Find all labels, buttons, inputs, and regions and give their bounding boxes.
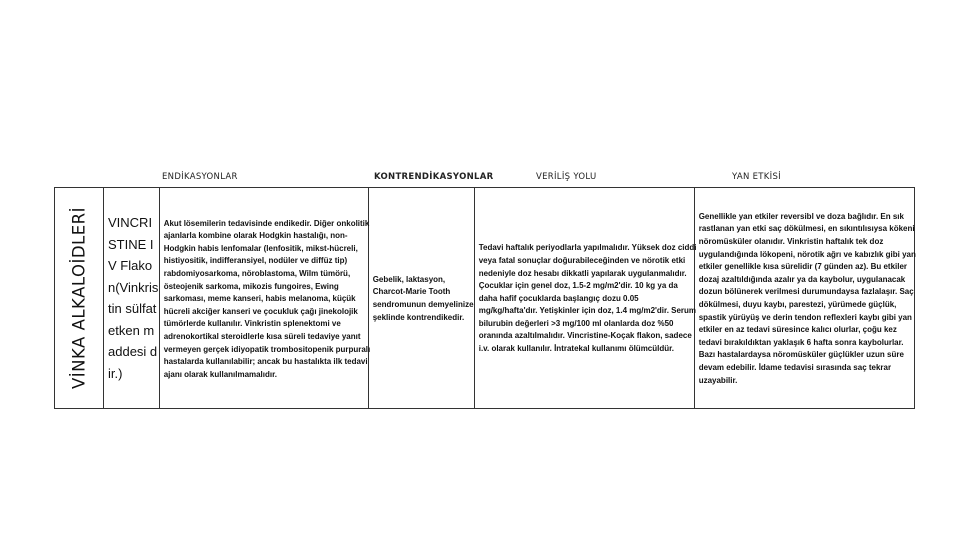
contraindications-text: Gebelik, laktasyon, Charcot-Marie Tooth sendromunun demyelinize şeklinde kontrendikedir. xyxy=(372,273,474,322)
drug-name: VINCRISTINE IV Flakon(Vinkristin sülfat etken maddesi dir.) xyxy=(108,215,159,381)
side-effects-cell xyxy=(695,188,915,409)
drug-class-label: VİNKA ALKALOİDLERİ xyxy=(69,207,89,389)
side-effects-text: Genellikle yan etkiler reversibl ve doza bağlıdır. En sık rastlanan yan etki saç dökülmesi, en sıkıntılısıysa kökeni nöromüsküler olanıdır. Vinkristin haftalık tek doz uygulandığında lökopeni, nörotik ağrı ve kabızlık gibi yan etkiler genellikle kısa sürelidir (7 günden az). Bu etkiler dozaj azaltıldığında azalır ya da kaybolur, uygulanacak dozun bölünerek verilmesi durumundaysa fazlalaşır. Saç dökülmesi, duyu kaybı, parestezi, yürümede güçlük, spastik yürüyüş ve derin tendon reflexleri kaybı gibi yan etkiler en az tedavi süresince kalıcı olurlar, çoğu kez tedavi bırakıldıktan yaklaşık 6 hafta sonra kaybolurlar. Bazı hastalardaysa nöromüsküler güçlükler uzun süre devam edebilir. İdame tedavisi sırasında saç tekrar uzayabilir. xyxy=(698,210,916,385)
indications-text: Akut lösemilerin tedavisinde endikedir. Diğer onkolitik ajanlarla kombine olarak Hodgkin hastalığı, non-Hodgkin habis lenfomalar (lenfositik, mikst-hücreli, histiyositik, indifferansiyel, nodüler ve diffüz tip) rabdomiyosarkoma, nöroblastoma, Wilm tümörü, östeojenik sarkoma, mikozis fungoires, Ewing sarkoması, meme kanseri, habis melanoma, küçük hücreli akciğer kanseri ve çocukluk çağı jinekolojik tümörlerde kullanılır. Vinkristin splenektomi ve adrenokortikal steroidlerle kısa süreli tedaviye yanıt vermeyen gerçek idiyopatik trombositopenik purpuralı hastalarda kullanılabilir; ancak bu hastalıkta ilk tedavi ajanı olarak kullanılmamalıdır. xyxy=(163,217,371,379)
drug-table xyxy=(54,187,915,409)
contraindications-cell xyxy=(369,188,475,409)
indications-cell xyxy=(160,188,369,409)
header-contraindications: KONTRENDİKASYONLAR xyxy=(374,172,494,182)
table-row xyxy=(55,188,915,409)
drug-name-cell xyxy=(104,188,160,409)
administration-cell xyxy=(475,188,695,409)
header-administration: VERİLİŞ YOLU xyxy=(536,172,597,182)
administration-text: Tedavi haftalık periyodlarla yapılmalıdır. Yüksek doz ciddi veya fatal sonuçlar doğurabileceğinden ve nörotik etki nedeniyle doz hesabı dikkatli yapılarak uygulanmalıdır. Çocuklar için genel doz, 1.5-2 mg/m2'dir. 10 kg ya da daha hafif çocuklarda başlangıç dozu 0.05 mg/kg/hafta'dır. Yetişkinler için doz, 1.4 mg/m2'dir. Serum bilurubin değerleri >3 mg/100 ml olanlarda doz %50 oranında azaltılmalıdır. Vincristine-Koçak flakon, sadece i.v. olarak kullanılır. İntratekal kullanımı ölümcüldür. xyxy=(478,242,697,354)
header-side-effects: YAN ETKİSİ xyxy=(732,172,781,182)
header-indications: ENDİKASYONLAR xyxy=(162,172,238,182)
drug-class-cell xyxy=(55,188,104,409)
